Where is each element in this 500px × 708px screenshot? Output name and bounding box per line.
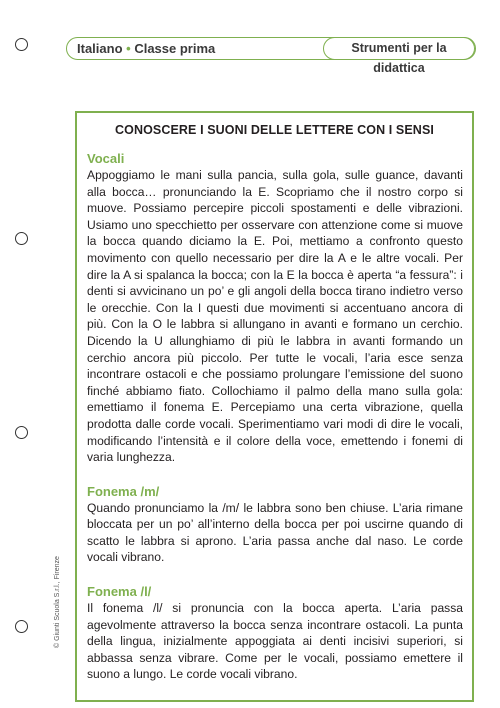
section-heading-vocali: Vocali [87,151,125,166]
section-text-fonema-m: Quando pronunciamo la /m/ le labbra sono ben chiuse. L’aria rimane bloccata per un po’ all’interno della bocca per poi uscirne quando di scatto le labbra si aprono. L’aria passa anche dal naso. Le corde vocali vibrano. [87,500,463,565]
section-heading-fonema-l: Fonema /l/ [87,584,152,600]
binder-hole [15,232,28,245]
header-bullet: • [126,41,131,56]
section-text-vocali: Appoggiamo le mani sulla pancia, sulla gola, sulle guance, davanti alla bocca… pronunciando la E. Scopriamo che il nostro corpo si muove. Possiamo percepire piccoli spostamenti e delle vibrazioni. Usiamo uno specchietto per osservare con attenzione come si muove la bocca quando diciamo la E. Poi, mettiamo a confronto questo movimento con quello necessario per dire la A e le altre vocali. Per dire la A si spalanca la bocca; con la E la bocca è aperta “a fessura”: i denti si avvicinano un po’ e gli angoli della bocca tirano indietro verso le orecchie. Con la I questi due movimenti si accentuano ancora di più. Con la O le labbra si allungano in avanti e formano un cerchio. Dicendo la U allunghiamo di più le labbra in avanti formando un cerchio ancora più piccolo. Per tutte le vocali, l’aria esce senza incontrare ostacoli e che possiamo prolungare l’emissione del suono finché abbiamo fiato. Collochiamo il palmo della mano sulla gola: emettiamo il fonema E. Percepiamo una certa vibrazione, quella prodotta dalle corde vocali. Sperimentiamo vari modi di dire le vocali, modificando l’intensità e il colore della voce, emettendo i fonemi di varia lunghezza. [87,168,463,465]
binder-hole [15,620,28,633]
page-header [66,37,476,75]
binder-hole [15,38,28,51]
header-section: Strumenti per la didattica [323,37,475,60]
section-text-fonema-l: Il fonema /l/ si pronuncia con la bocca aperta. L’aria passa agevolmente attraverso la bocca senza incontrare ostacoli. La punta della lingua, inizialmente appoggiata ai denti incisivi superiori, si abbassa senza vibrare. Come per le vocali, possiamo emettere il suono a lungo. Le corde vocali vibrano. [87,601,463,682]
section-heading-fonema-m: Fonema /m/ [87,483,160,499]
header-subject: Italiano [77,41,123,56]
header-class: Classe prima [134,41,216,56]
content-body [87,150,463,683]
content-box [75,111,474,702]
page-title: CONOSCERE I SUONI DELLE LETTERE CON I SENSI [115,123,434,137]
header-subject-class [77,41,215,56]
side-credit: © Giunti Scuola S.r.l., Firenze [54,556,61,648]
binder-hole [15,426,28,439]
